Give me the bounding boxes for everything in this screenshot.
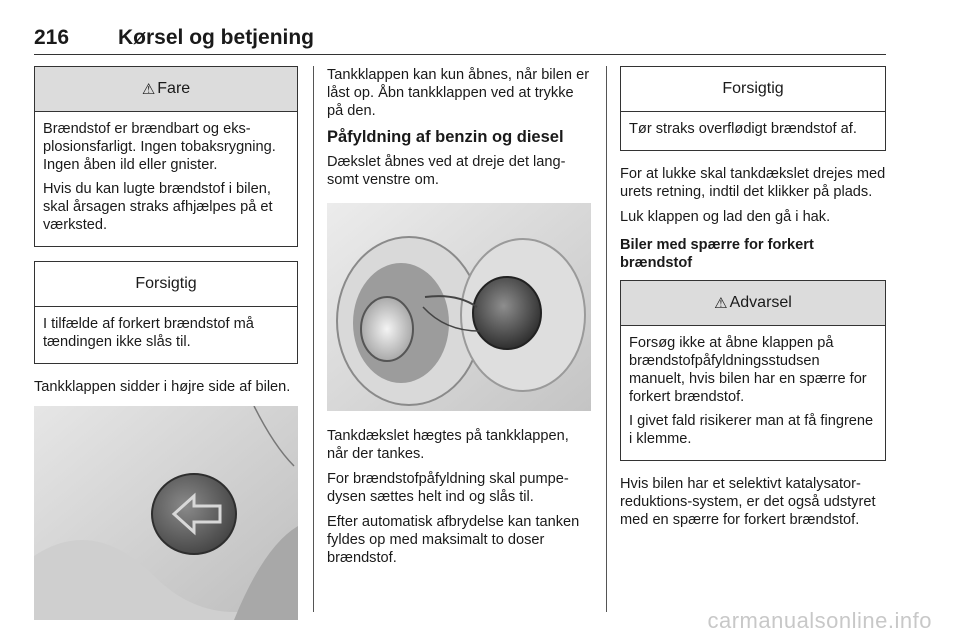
- body-text: Tankdækslet hægtes på tankklappen, når der tankes.: [327, 428, 569, 462]
- danger-box-header: [35, 67, 297, 112]
- body-text: Dækslet åbnes ved at dreje det langsomt venstre om.: [327, 154, 566, 188]
- page-number: 216: [34, 26, 70, 49]
- warning-box-title: Advarsel: [729, 294, 792, 311]
- danger-box-title: Fare: [157, 80, 191, 97]
- warning-triangle-icon: ⚠: [714, 295, 728, 312]
- column-divider: [313, 66, 314, 612]
- caution-box-header: [621, 67, 885, 112]
- body-text: Luk klappen og lad den gå i hak.: [620, 209, 831, 225]
- caution-box-header: [35, 262, 297, 307]
- caution-box: [34, 261, 298, 364]
- danger-box: [34, 66, 298, 247]
- caution-text: I tilfælde af forkert brændstof må tændingen ikke slås til.: [43, 316, 254, 350]
- warning-text: Forsøg ikke at åbne klappen på brændstofpåfyldningsstudsen manuelt, hvis bilen har en spærre for forkert brændstof.: [629, 335, 867, 405]
- caution-text: Tør straks overflødigt brændstof af.: [629, 121, 857, 137]
- caution-box-title: Forsigtig: [135, 275, 197, 292]
- warning-box: [620, 280, 886, 461]
- watermark: carmanualsonline.info: [707, 608, 932, 633]
- column-divider: [606, 66, 607, 612]
- body-text: For at lukke skal tankdækslet drejes med urets retning, indtil det klikker på plads.: [620, 166, 886, 200]
- warning-box-header: [621, 281, 885, 326]
- body-text: For brændstofpåfyldning skal pumpedysen sættes helt ind og slås til.: [327, 471, 569, 505]
- danger-text: Brændstof er brændbart og eksplosionsfarligt. Ingen tobaksrygning. Ingen åben ild eller gnister.: [43, 121, 276, 173]
- body-text: Tankklappen kan kun åbnes, når bilen er låst op. Åbn tankklappen ved at trykke på den.: [327, 67, 590, 119]
- column-right: [620, 66, 886, 536]
- column-middle: [327, 66, 591, 574]
- section-heading: Påfyldning af benzin og diesel: [327, 128, 564, 146]
- fuel-flap-photo: [34, 406, 298, 620]
- body-text: Efter automatisk afbrydelse kan tanken fyldes op med maksimalt to doser brændstof.: [327, 514, 580, 566]
- body-text: Tankklappen sidder i højre side af bilen.: [34, 379, 291, 395]
- chapter-title: Kørsel og betjening: [118, 26, 315, 49]
- caution-box-title: Forsigtig: [722, 80, 784, 97]
- fuel-cap-photo: [327, 203, 591, 411]
- warning-triangle-icon: ⚠: [141, 81, 156, 98]
- subsection-heading: Biler med spærre for forkert brændstof: [620, 237, 814, 271]
- page-header: [34, 24, 886, 55]
- caution-box: [620, 66, 886, 151]
- warning-text: I givet fald risikerer man at få fingrene i klemme.: [629, 413, 874, 447]
- column-left: [34, 66, 298, 632]
- body-text: Hvis bilen har et selektivt katalysator-reduktions-system, er det også udstyret med en spærre for forkert brændstof.: [620, 476, 876, 528]
- danger-text: Hvis du kan lugte brændstof i bilen, skal årsagen straks afhjælpes på et værksted.: [43, 181, 273, 233]
